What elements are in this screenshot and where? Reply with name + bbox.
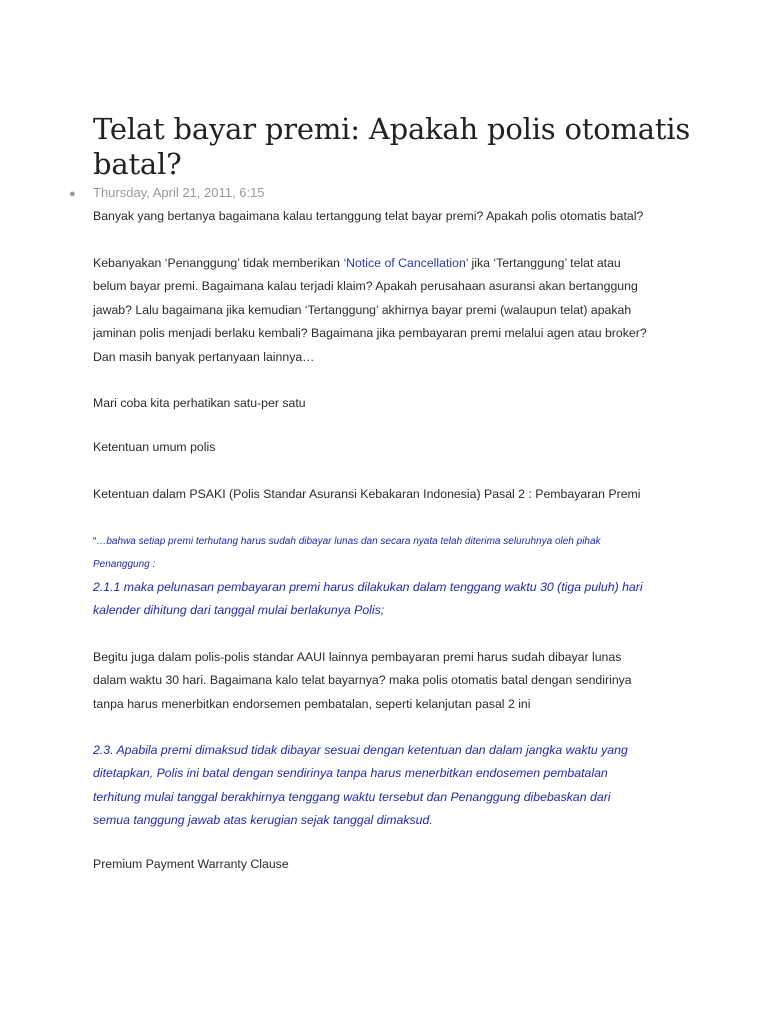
aaui-line-2: dalam waktu 30 hari. Bagaimana kalo telat bayarnya? maka polis otomatis batal dengan sendirinya xyxy=(93,673,632,688)
question-line-1-a: Kebanyakan ‘Penanggung’ tidak memberikan xyxy=(93,256,344,270)
intro-line: Banyak yang bertanya bagaimana kalau tertanggung telat bayar premi? Apakah polis otomatis batal? xyxy=(93,209,644,223)
clause-2-1-1-line-1: 2.1.1 maka pelunasan pembayaran premi harus dilakukan dalam tenggang waktu 30 (tiga puluh) hari xyxy=(93,580,643,594)
quote-clause-intro xyxy=(93,530,601,576)
post-date: Thursday, April 21, 2011, 6:15 xyxy=(93,185,265,200)
clause-2-1-1-line-2: kalender dihitung dari tanggal mulai berlakunya Polis; xyxy=(93,603,385,618)
warranty-clause-line: Premium Payment Warranty Clause xyxy=(93,857,289,871)
clause-2-3-line-4: semua tanggung jawab atas kerugian sejak tanggal dimaksud. xyxy=(93,813,433,828)
notice-of-cancellation-link[interactable]: ‘Notice of Cancellation’ xyxy=(343,256,469,270)
clause-2-3-line-2: ditetapkan, Polis ini batal dengan sendirinya tanpa harus menerbitkan endosemen pembatalan xyxy=(93,766,608,781)
question-line-5: Dan masih banyak pertanyaan lainnya… xyxy=(93,349,315,364)
quote-clause-2-3 xyxy=(93,739,628,833)
article-title xyxy=(93,112,693,182)
aaui-line-1: Begitu juga dalam polis-polis standar AAUI lainnya pembayaran premi harus sudah dibayar lunas xyxy=(93,650,622,664)
general-terms-heading xyxy=(93,436,693,459)
bullet-icon: ● xyxy=(69,188,76,200)
lets-look-line: Mari coba kita perhatikan satu-per satu xyxy=(93,396,306,410)
quote-clause-2-1-1 xyxy=(93,576,643,623)
quote-clause-intro-line-1: …bahwa setiap premi terhutang harus sudah dibayar lunas dan secara nyata telah diterima seluruhnya oleh pihak xyxy=(96,536,601,547)
psaki-paragraph xyxy=(93,483,693,506)
question-paragraph xyxy=(93,252,693,369)
general-terms-line: Ketentuan umum polis xyxy=(93,440,216,454)
clause-2-3-line-3: terhitung mulai tanggal berakhirnya tenggang waktu tersebut dan Penanggung dibebaskan dari xyxy=(93,789,611,804)
title-line-1: Telat bayar premi: Apakah polis otomatis xyxy=(93,112,691,146)
lets-look-paragraph xyxy=(93,392,693,415)
question-line-2: belum bayar premi. Bagaimana kalau terjadi klaim? Apakah perusahaan asuransi akan bertanggung xyxy=(93,279,638,294)
question-line-1 xyxy=(93,252,693,275)
warranty-clause-heading xyxy=(93,853,693,876)
question-line-3: jawab? Lalu bagaimana jika kemudian ‘Tertanggung’ akhirnya bayar premi (walaupun telat) apakah xyxy=(93,302,632,317)
intro-paragraph xyxy=(93,205,693,228)
clause-2-3-line-1: 2.3. Apabila premi dimaksud tidak dibayar sesuai dengan ketentuan dan dalam jangka waktu yang xyxy=(93,743,628,757)
question-line-4: jaminan polis menjadi berlaku kembali? Bagaimana jika pembayaran premi melalui agen atau broker? xyxy=(93,326,647,341)
quote-clause-intro-line-2: Penanggung : xyxy=(93,559,156,570)
aaui-line-3: tanpa harus menerbitkan endorsemen pembatalan, seperti kelanjutan pasal 2 ini xyxy=(93,696,531,711)
title-line-2: batal? xyxy=(93,147,182,181)
question-line-1-b: jika ‘Tertanggung’ telat atau xyxy=(468,256,621,270)
open-quote-mark: “ xyxy=(93,536,97,547)
aaui-paragraph xyxy=(93,646,693,716)
psaki-line: Ketentuan dalam PSAKI (Polis Standar Asuransi Kebakaran Indonesia) Pasal 2 : Pembayaran Premi xyxy=(93,487,641,501)
